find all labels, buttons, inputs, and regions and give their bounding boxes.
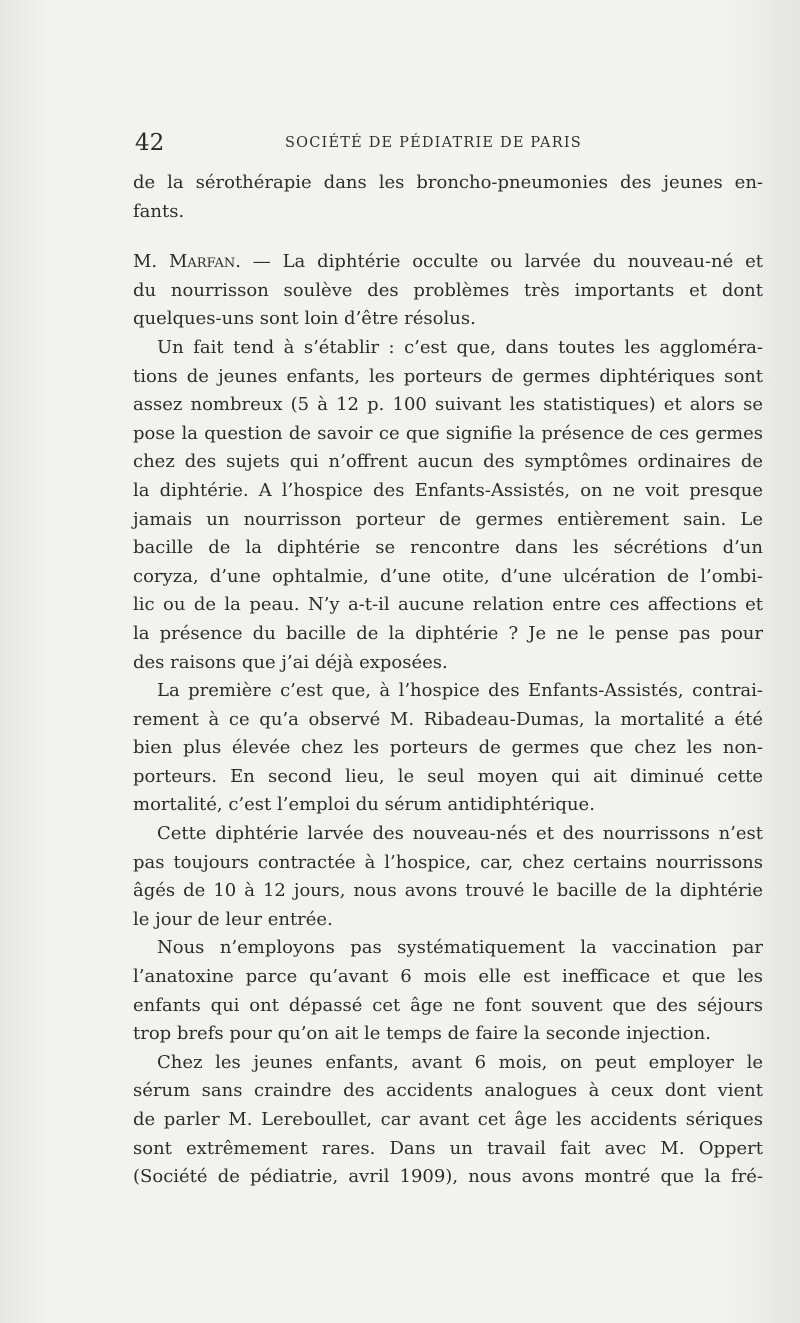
body-text	[133, 169, 763, 1192]
text-line: des raisons que j’ai déjà exposées.	[133, 651, 448, 673]
text-line: sérum sans craindre des accidents analogues à ceux dont vient	[133, 1080, 763, 1102]
text-line: La première c’est que, à l’hospice des Enfants-Assistés, contrai-	[157, 680, 763, 702]
paragraph	[133, 334, 763, 677]
paragraph	[133, 169, 763, 226]
text-line: Un fait tend à s’établir : c’est que, dans toutes les aggloméra-	[157, 336, 763, 358]
text-line: tions de jeunes enfants, les porteurs de germes diphtériques sont	[133, 365, 763, 387]
text-line: lic ou de la peau. N’y a-t-il aucune relation entre ces affections et	[133, 594, 763, 616]
text-line: coryza, d’une ophtalmie, d’une otite, d’une ulcération de l’ombi-	[133, 565, 763, 587]
text-line-content: — La diphtérie occulte ou larvée du nouveau-né et	[240, 251, 763, 273]
text-line: bien plus élevée chez les porteurs de germes que chez les non-	[133, 737, 763, 759]
text-line: pas toujours contractée à l’hospice, car, chez certains nourrissons	[133, 851, 763, 873]
text-line: Nous n’employons pas systématiquement la vaccination par	[157, 937, 763, 959]
text-line: la présence du bacille de la diphtérie ? Je ne le pense pas pour	[133, 622, 763, 644]
text-line	[133, 248, 763, 277]
paragraph	[133, 248, 763, 334]
paragraph	[133, 820, 763, 934]
text-line: bacille de la diphtérie se rencontre dans les sécrétions d’un	[133, 537, 763, 559]
paragraph	[133, 677, 763, 820]
text-line: jamais un nourrisson porteur de germes entièrement sain. Le	[133, 508, 763, 530]
text-line: fants.	[133, 200, 185, 222]
text-line: (Société de pédiatrie, avril 1909), nous avons montré que la fré-	[133, 1166, 763, 1188]
text-line: chez des sujets qui n’offrent aucun des symptômes ordinaires de	[133, 451, 763, 473]
text-line: de la sérothérapie dans les broncho-pneumonies des jeunes en-	[133, 172, 763, 193]
text-line: enfants qui ont dépassé cet âge ne font souvent que des séjours	[133, 994, 763, 1016]
text-line: porteurs. En second lieu, le seul moyen qui ait diminué cette	[133, 765, 763, 787]
text-line: Cette diphtérie larvée des nouveau-nés et des nourrissons n’est	[157, 823, 763, 845]
page-number: 42	[135, 130, 165, 156]
speaker-name: M. Marfan.	[133, 251, 241, 273]
text-line: l’anatoxine parce qu’avant 6 mois elle est inefficace et que les	[133, 966, 763, 988]
text-line: sont extrêmement rares. Dans un travail fait avec M. Oppert	[133, 1137, 763, 1159]
text-line: Chez les jeunes enfants, avant 6 mois, on peut employer le	[157, 1051, 763, 1073]
text-line: assez nombreux (5 à 12 p. 100 suivant les statistiques) et alors se	[133, 394, 763, 416]
text-line: le jour de leur entrée.	[133, 908, 333, 930]
text-line: mortalité, c’est l’emploi du sérum antidiphtérique.	[133, 794, 595, 816]
text-line: quelques-uns sont loin d’être résolus.	[133, 308, 476, 330]
paragraph	[133, 1049, 763, 1192]
text-line: trop brefs pour qu’on ait le temps de faire la seconde injection.	[133, 1023, 711, 1045]
text-line: rement à ce qu’a observé M. Ribadeau-Dumas, la mortalité a été	[133, 708, 763, 730]
page-header	[135, 130, 765, 160]
text-line: la diphtérie. A l’hospice des Enfants-Assistés, on ne voit presque	[133, 479, 763, 501]
text-line: âgés de 10 à 12 jours, nous avons trouvé le bacille de la diphtérie	[133, 880, 763, 902]
text-line: de parler M. Lereboullet, car avant cet âge les accidents sériques	[133, 1109, 763, 1130]
running-head: SOCIÉTÉ DE PÉDIATRIE DE PARIS	[285, 135, 582, 151]
text-line: pose la question de savoir ce que signifie la présence de ces germes	[133, 422, 763, 444]
text-line: du nourrisson soulève des problèmes très importants et dont	[133, 279, 763, 301]
paragraph	[133, 934, 763, 1048]
